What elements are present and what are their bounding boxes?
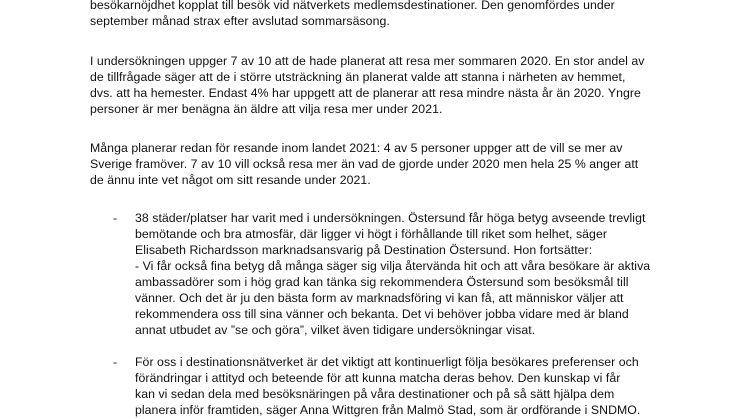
bullet-1-line-5: ambassadörer som i hög grad kan tänka sig rekommendera Östersund som besöksmål till bbox=[135, 275, 629, 289]
bullet-1-line-3: Elisabeth Richardsson marknadsansvarig på Destination Östersund. Hon fortsätter: bbox=[135, 243, 593, 257]
paragraph-2-line-2: de tillfrågade säger att de i större utsträckning än planerat valde att stanna i närheten av hemmet, bbox=[90, 70, 626, 84]
bullet-1-line-8: annat utbudet av ”se och göra”, vilket även tidigare undersökningar visat. bbox=[135, 323, 536, 337]
paragraph-2-line-4: personer är mer benägna än äldre att vilja resa mer under 2021. bbox=[90, 102, 443, 116]
paragraph-2-line-1: I undersökningen uppger 7 av 10 att de hade planerat att resa mer sommaren 2020. En stor andel av bbox=[90, 54, 645, 68]
bullet-2-line-3: kan vi sedan dela med besöksnäringen på våra destinationer och på så sätt hjälpa dem bbox=[135, 387, 615, 401]
bullet-2-line-1: För oss i destinationsnätverket är det viktigt att kontinuerligt följa besökares preferenser och bbox=[135, 355, 639, 369]
bullet-1-line-6: vänner. Och det är ju den bästa form av marknadsföring vi kan få, att människor väljer att bbox=[135, 291, 624, 305]
paragraph-3-line-3: de ännu inte vet något om sitt resande under 2021. bbox=[90, 173, 371, 187]
paragraph-3-line-2: Sverige framöver. 7 av 10 vill också resa mer än vad de gjorde under 2020 men hela 25 % anger att bbox=[90, 157, 639, 171]
intro-line-2: september månad strax efter avslutad sommarsäsong. bbox=[90, 14, 390, 28]
bullet-2-marker: - bbox=[113, 355, 118, 369]
bullet-1-marker: - bbox=[113, 211, 118, 225]
paragraph-3-line-1: Många planerar redan för resande inom landet 2021: 4 av 5 personer uppger att de vill se mer av bbox=[90, 141, 623, 155]
bullet-1-line-1: 38 städer/platser har varit med i undersökningen. Östersund får höga betyg avseende trevligt bbox=[135, 211, 646, 225]
intro-line-1: besökarnöjdhet kopplat till besök vid nätverkets medlemsdestinationer. Den genomfördes under bbox=[90, 0, 615, 12]
bullet-2-line-4: planera inför framtiden, säger Anna Wittgren från Malmö Stad, som är ordförande i SNDMO. bbox=[135, 403, 641, 417]
bullet-1-line-4: - Vi får också fina betyg då många säger sig vilja återvända hit och att våra besökare är aktiva bbox=[135, 259, 651, 273]
bullet-1-line-2: bemötande och bra atmosfär, där ligger vi högt i förhållande till riket som helhet, säger bbox=[135, 227, 607, 241]
bullet-1-line-7: rekommendera oss till sina vänner och bekanta. Det vi behöver jobba vidare med är bland bbox=[135, 307, 629, 321]
bullet-2-line-2: förändringar i attityd och beteende för att kunna matcha deras behov. Den kunskap vi får bbox=[135, 371, 621, 385]
paragraph-2-line-3: dvs. att ha hemester. Endast 4% har uppgett att de planerar att resa mindre nästa år än 2020. Yngre bbox=[90, 86, 641, 100]
